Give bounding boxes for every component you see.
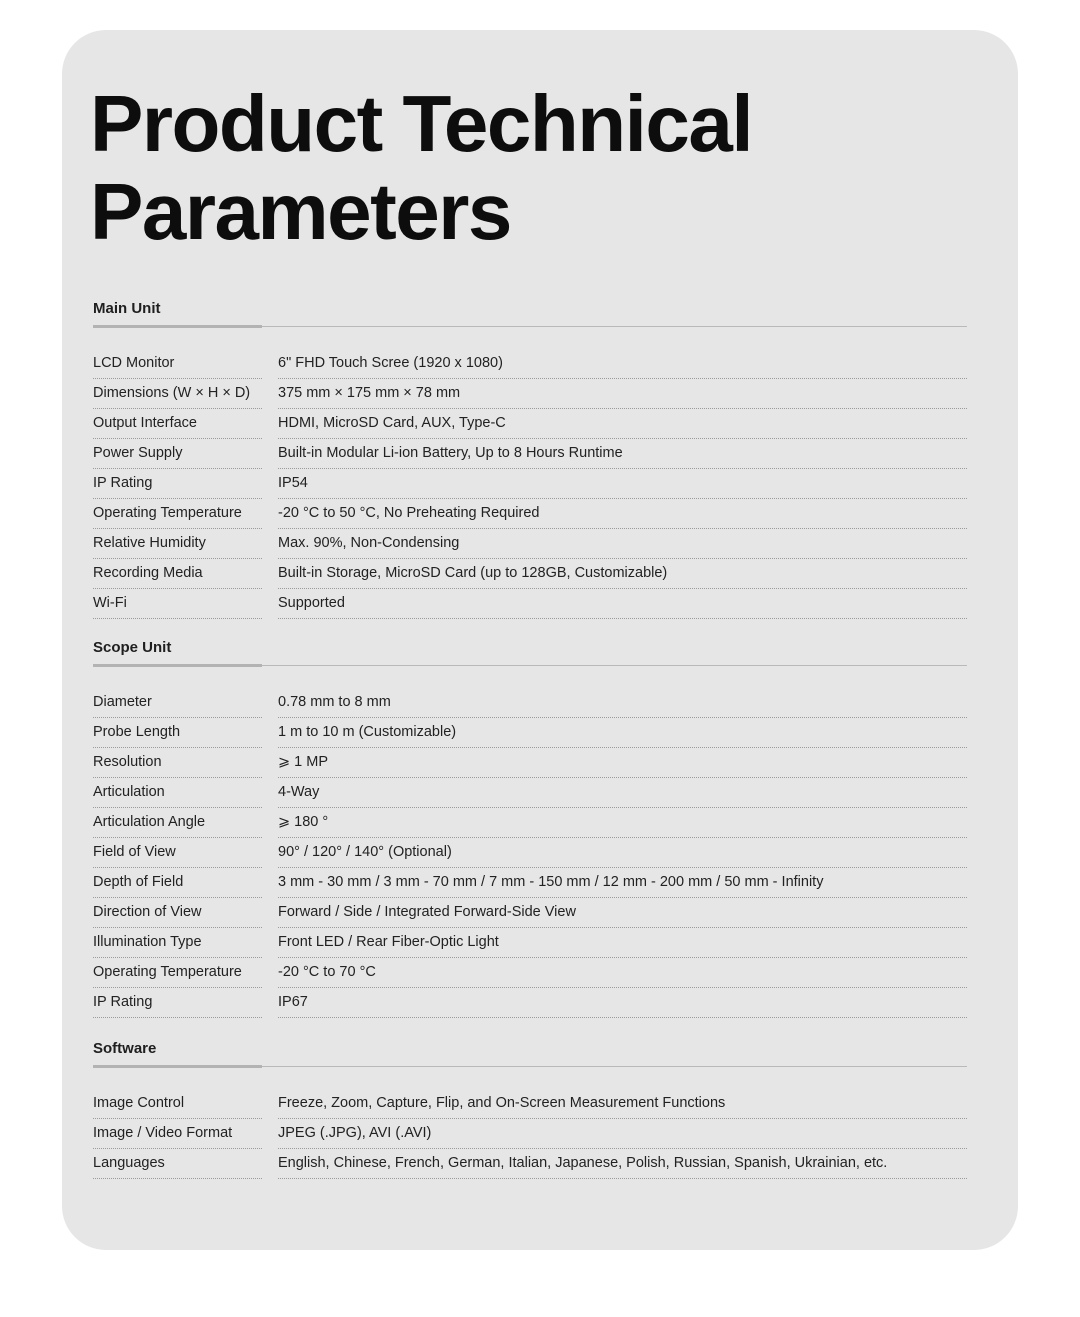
spec-row (93, 689, 967, 719)
row-divider (278, 1017, 967, 1018)
spec-label: Image / Video Format (93, 1125, 233, 1141)
row-divider (93, 897, 262, 898)
spec-label: Output Interface (93, 415, 197, 431)
row-divider (93, 747, 262, 748)
spec-label: Wi-Fi (93, 595, 127, 611)
section-header (93, 639, 967, 675)
spec-label: Operating Temperature (93, 505, 242, 521)
row-divider (93, 528, 262, 529)
row-divider (93, 957, 262, 958)
row-divider (278, 987, 967, 988)
spec-label: Illumination Type (93, 934, 202, 950)
section-title: Main Unit (93, 300, 161, 317)
spec-label: Image Control (93, 1095, 185, 1111)
row-divider (278, 807, 967, 808)
spec-row (93, 1090, 967, 1120)
section-divider-accent (93, 664, 262, 667)
section-software (93, 1040, 967, 1180)
row-divider (93, 717, 262, 718)
spec-row (93, 839, 967, 869)
spec-value: 0.78 mm to 8 mm (278, 694, 391, 710)
row-divider (278, 528, 967, 529)
spec-label: Field of View (93, 844, 176, 860)
spec-row (93, 350, 967, 380)
spec-row (93, 590, 967, 620)
row-divider (93, 807, 262, 808)
section-divider-accent (93, 325, 262, 328)
page-title (90, 80, 752, 256)
row-divider (278, 588, 967, 589)
spec-row (93, 410, 967, 440)
spec-value: Max. 90%, Non-Condensing (278, 535, 460, 551)
row-divider (93, 468, 262, 469)
spec-row (93, 560, 967, 590)
row-divider (93, 378, 262, 379)
row-divider (278, 498, 967, 499)
spec-row (93, 749, 967, 779)
spec-value: 375 mm × 175 mm × 78 mm (278, 385, 461, 401)
spec-row (93, 779, 967, 809)
spec-row (93, 959, 967, 989)
spec-row (93, 530, 967, 560)
spec-value: Built-in Modular Li-ion Battery, Up to 8 Hours Runtime (278, 445, 623, 461)
spec-value: -20 °C to 70 °C (278, 964, 376, 980)
spec-table (93, 350, 967, 620)
spec-value: 1 m to 10 m (Customizable) (278, 724, 457, 740)
row-divider (278, 927, 967, 928)
row-divider (278, 408, 967, 409)
spec-label: Power Supply (93, 445, 183, 461)
spec-row (93, 869, 967, 899)
row-divider (278, 777, 967, 778)
spec-value: ⩾ 180 ° (278, 814, 329, 830)
row-divider (278, 867, 967, 868)
row-divider (93, 438, 262, 439)
row-divider (278, 618, 967, 619)
spec-value: English, Chinese, French, German, Italian, Japanese, Polish, Russian, Spanish, Ukrainian, etc. (278, 1155, 888, 1171)
row-divider (278, 1118, 967, 1119)
spec-row (93, 719, 967, 749)
spec-label: LCD Monitor (93, 355, 175, 371)
spec-label: Articulation Angle (93, 814, 206, 830)
spec-value: Built-in Storage, MicroSD Card (up to 128GB, Customizable) (278, 565, 668, 581)
spec-row (93, 1120, 967, 1150)
spec-row (93, 500, 967, 530)
spec-value: -20 °C to 50 °C, No Preheating Required (278, 505, 540, 521)
row-divider (278, 1178, 967, 1179)
spec-label: Languages (93, 1155, 165, 1171)
spec-value: 90° / 120° / 140° (Optional) (278, 844, 452, 860)
spec-value: Front LED / Rear Fiber-Optic Light (278, 934, 499, 950)
spec-label: Direction of View (93, 904, 202, 920)
section-main-unit (93, 300, 967, 620)
spec-label: Depth of Field (93, 874, 184, 890)
row-divider (278, 558, 967, 559)
spec-label: Diameter (93, 694, 152, 710)
spec-table (93, 689, 967, 1019)
row-divider (278, 1148, 967, 1149)
row-divider (93, 588, 262, 589)
page-title-line-2: Parameters (90, 167, 511, 256)
spec-label: Resolution (93, 754, 162, 770)
row-divider (278, 438, 967, 439)
row-divider (93, 1017, 262, 1018)
spec-row (93, 380, 967, 410)
row-divider (278, 378, 967, 379)
section-header (93, 300, 967, 336)
spec-row (93, 899, 967, 929)
spec-value: HDMI, MicroSD Card, AUX, Type-C (278, 415, 506, 431)
row-divider (93, 618, 262, 619)
row-divider (93, 987, 262, 988)
spec-value: Forward / Side / Integrated Forward-Side View (278, 904, 576, 920)
spec-row (93, 470, 967, 500)
row-divider (93, 1118, 262, 1119)
spec-row (93, 1150, 967, 1180)
spec-row (93, 809, 967, 839)
row-divider (278, 897, 967, 898)
spec-value: 6" FHD Touch Scree (1920 x 1080) (278, 355, 503, 371)
spec-label: IP Rating (93, 994, 153, 1010)
row-divider (93, 558, 262, 559)
row-divider (278, 837, 967, 838)
spec-label: Operating Temperature (93, 964, 242, 980)
row-divider (93, 408, 262, 409)
spec-label: Relative Humidity (93, 535, 206, 551)
spec-value: 4-Way (278, 784, 320, 800)
spec-label: IP Rating (93, 475, 153, 491)
spec-value: Supported (278, 595, 345, 611)
spec-value: ⩾ 1 MP (278, 754, 329, 770)
row-divider (93, 867, 262, 868)
section-title: Software (93, 1040, 157, 1057)
row-divider (278, 957, 967, 958)
row-divider (278, 468, 967, 469)
spec-label: Probe Length (93, 724, 181, 740)
section-scope-unit (93, 639, 967, 1019)
row-divider (93, 1148, 262, 1149)
section-title: Scope Unit (93, 639, 172, 656)
spec-value: IP54 (278, 475, 308, 491)
row-divider (278, 717, 967, 718)
spec-row (93, 989, 967, 1019)
row-divider (93, 927, 262, 928)
row-divider (93, 837, 262, 838)
spec-value: Freeze, Zoom, Capture, Flip, and On-Screen Measurement Functions (278, 1095, 726, 1111)
spec-label: Recording Media (93, 565, 203, 581)
spec-label: Dimensions (W × H × D) (93, 385, 251, 401)
section-divider-accent (93, 1065, 262, 1068)
spec-row (93, 440, 967, 470)
spec-label: Articulation (93, 784, 165, 800)
row-divider (93, 498, 262, 499)
row-divider (93, 777, 262, 778)
spec-value: IP67 (278, 994, 308, 1010)
spec-row (93, 929, 967, 959)
row-divider (93, 1178, 262, 1179)
page-title-line-1: Product Technical (90, 79, 753, 168)
row-divider (278, 747, 967, 748)
spec-value: JPEG (.JPG), AVI (.AVI) (278, 1125, 432, 1141)
section-header (93, 1040, 967, 1076)
spec-table (93, 1090, 967, 1180)
spec-value: 3 mm - 30 mm / 3 mm - 70 mm / 7 mm - 150 mm / 12 mm - 200 mm / 50 mm - Infinity (278, 874, 824, 890)
